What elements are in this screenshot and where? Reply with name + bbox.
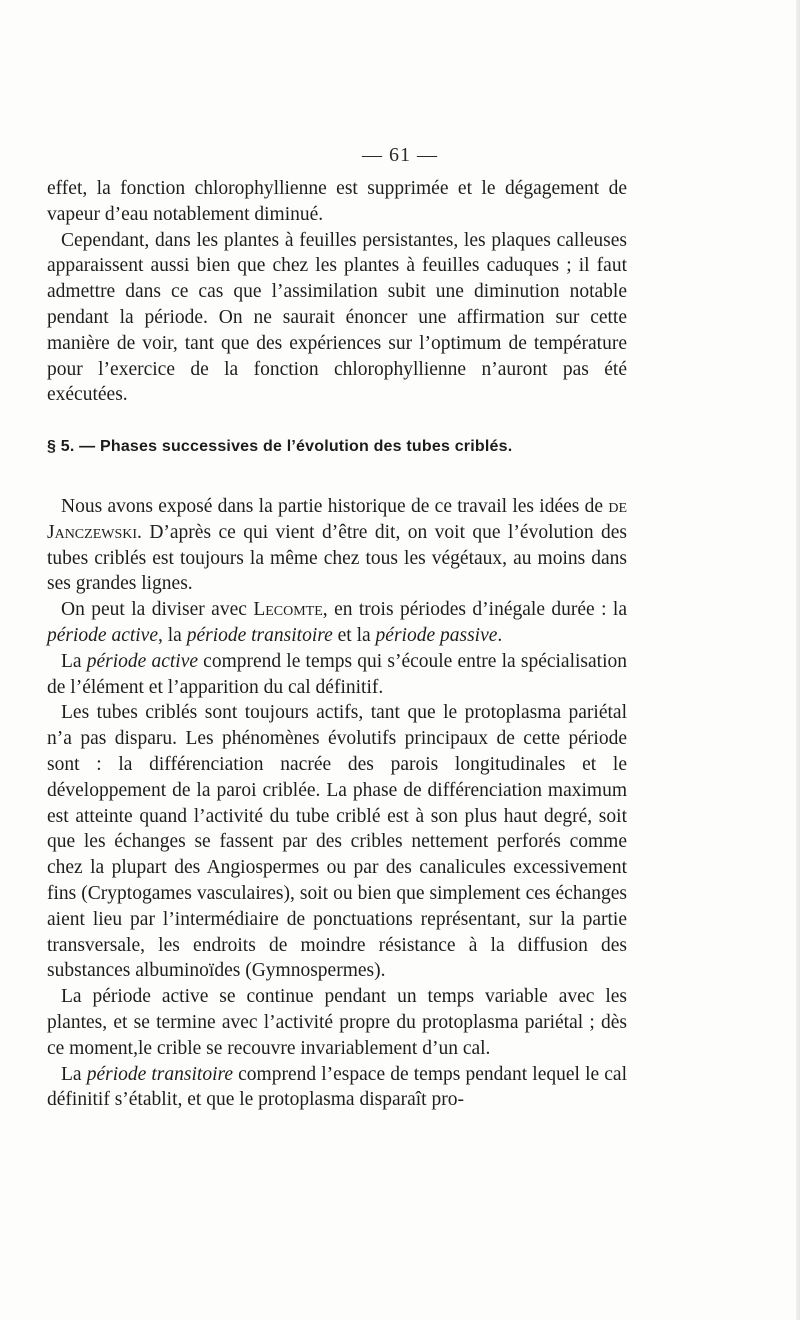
term-periode-active: période active [86,650,199,672]
text-run: . [497,624,503,646]
paragraph-tubes-actifs: Les tubes criblés sont toujours actifs, tant que le protoplasma pariétal n’a pas disparu. Les phénomènes évolutifs principaux de cette période sont : la différenciation nacrée des parois longitudinales et le développement de la paroi criblée. La phase de différenciation maximum est atteinte quand l’activité du tube criblé est à son plus haut degré, soit que les échanges se fassent par des cribles nettement perforés comme chez la plupart des Angiospermes ou par des canalicules excessivement fins (Cryptogames vasculaires), soit ou bien que simplement ces échanges aient lieu par l’intermédiaire de ponctuations représentant, sur la partie transversale, les endroits de moindre résistance à la diffusion des substances albuminoïdes (Gymnospermes). [47,702,627,982]
page-edge [796,0,800,1320]
page-number: — 61 — [362,144,438,166]
text-run: On peut la diviser avec [61,599,254,621]
text-block-top [47,176,627,408]
text-run: La [61,1063,87,1085]
text-run: et la [332,624,376,646]
paragraph-on-peut [47,597,627,649]
text-run: , la [158,624,187,646]
text-run: La [61,650,87,672]
term-periode-transitoire: période transitoire [186,624,333,646]
author-name-janczewski: Janczewski [47,521,138,543]
text-run: , en trois périodes d’inégale durée : la [322,599,627,621]
term-periode-transitoire: période transitoire [86,1063,234,1085]
text-run: . D’après ce qui vient d’être dit, on voit que l’évolution des tubes criblés est toujours la même chez tous les végétaux, au moins dans ses grandes lignes. [47,521,627,595]
author-name-lecomte: Lecomte [253,599,323,621]
paragraph-periode-transitoire [47,1062,627,1114]
paragraph-periode-continue: La période active se continue pendant un temps variable avec les plantes, et se termine avec l’activité propre du protoplasma pariétal ; dès ce moment,le crible se recouvre invariablement d’un cal. [47,986,627,1059]
author-particle: de [608,496,627,517]
paragraph-nous-avons [47,494,627,597]
text-run: comprend l’espace de temps pendant lequel le cal définitif s’établit, et que le protoplasma disparaît pro- [47,1063,628,1111]
text-block-section [47,494,627,1113]
text-run: comprend le temps qui s’écoule entre la spécialisation de l’élément et l’apparition du cal définitif. [47,650,627,698]
paragraph-continuation: effet, la fonction chlorophyllienne est supprimée et le dégagement de vapeur d’eau notablement diminué. [47,178,627,225]
paragraph-periode-active [47,649,627,701]
term-periode-active: période active [47,624,158,646]
text-run: Nous avons exposé dans la partie historique de ce travail les idées de [61,496,609,517]
term-periode-passive: période passive [375,624,498,646]
paragraph-cependant: Cependant, dans les plantes à feuilles persistantes, les plaques calleuses apparaissent aussi bien que chez les plantes à feuilles caduques ; il faut admettre dans ce cas que l’assimilation subit une diminution notable pendant la période. On ne saurait énoncer une affirmation sur cette manière de voir, tant que des expériences sur l’optimum de température pour l’exercice de la fonction chlorophyllienne n’auront pas été exécutées. [47,229,627,406]
section-heading: § 5. — Phases successives de l’évolution des tubes criblés. [47,438,513,455]
